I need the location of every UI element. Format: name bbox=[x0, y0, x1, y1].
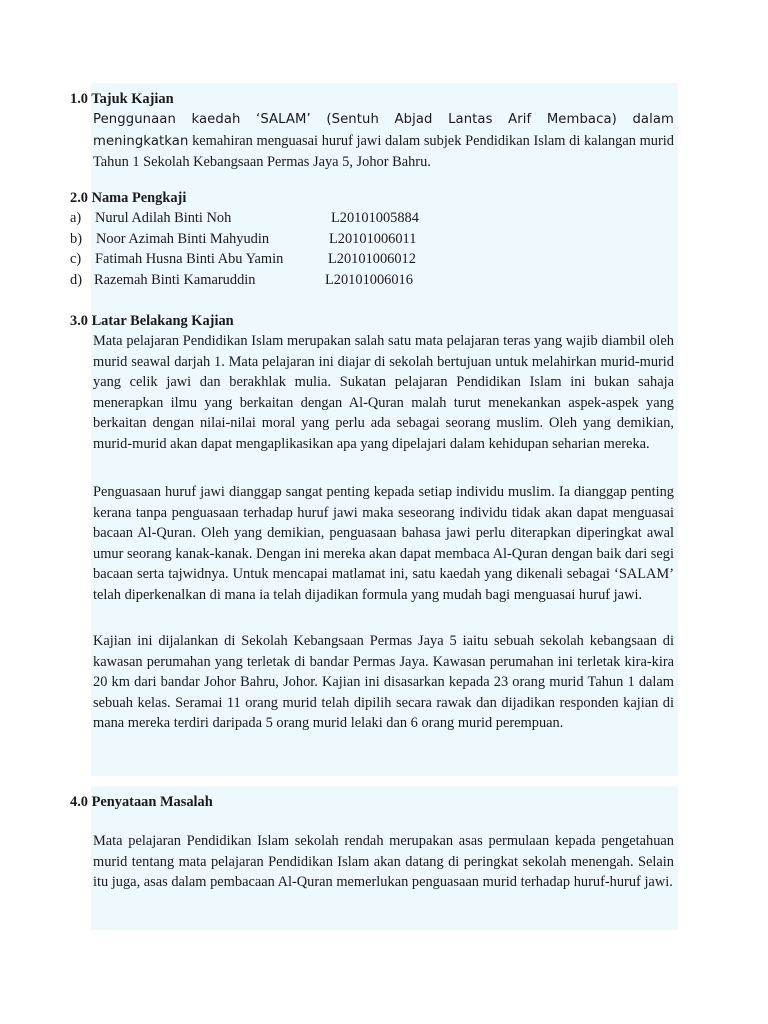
section-1-body-rest: kemahiran menguasai huruf jawi dalam subjek Pendidikan Islam di kalangan murid Tahun 1 Sekolah Kebangsaan Permas Jaya 5, Johor Bahru. bbox=[93, 132, 674, 171]
researcher-item bbox=[70, 208, 500, 229]
researcher-item bbox=[70, 229, 500, 250]
researcher-item bbox=[70, 249, 500, 270]
researcher-name: Razemah Binti Kamaruddin bbox=[94, 271, 256, 288]
section-3-paragraph-2: Penguasaan huruf jawi dianggap sangat penting kepada setiap individu muslim. Ia dianggap penting kerana tanpa penguasaan terhadap huruf jawi maka seseorang individu tidak akan dapat menguasai bacaan Al-Quran. Oleh yang demikian, penguasaan bahasa jawi perlu diterapkan diperingkat awal umur seorang kanak-kanak. Dengan ini mereka akan dapat membaca Al-Quran dengan baik dari segi bacaan serta tajwidnya. Untuk mencapai matlamat ini, satu kaedah yang dikenali sebagai ‘SALAM’ telah diperkenalkan di mana ia telah dijadikan formula yang mudah bagi menguasai huruf jawi. bbox=[93, 484, 674, 603]
researcher-id: L20101006012 bbox=[328, 251, 416, 268]
section-1-heading: 1.0 Tajuk Kajian bbox=[70, 91, 174, 107]
section-2-heading: 2.0 Nama Pengkaji bbox=[70, 190, 187, 206]
researcher-name: Noor Azimah Binti Mahyudin bbox=[96, 230, 270, 247]
section-3-paragraph-1: Mata pelajaran Pendidikan Islam merupakan salah satu mata pelajaran teras yang wajib diambil oleh murid seawal darjah 1. Mata pelajaran ini diajar di sekolah bertujuan untuk melahirkan murid-murid yang celik jawi dan berakhlak mulia. Sukatan pelajaran Pendidikan Islam ini bukan sahaja menerapkan ilmu yang berkaitan dengan Al-Quran malah turut menekankan aspek-aspek yang berkaitan dengan nilai-nilai moral yang perlu ada sebagai seorang muslim. Oleh yang demikian, murid-murid akan dapat mengaplikasikan apa yang dipelajari dalam kehidupan seharian mereka. bbox=[93, 333, 674, 452]
researcher-label: d) bbox=[70, 271, 82, 288]
researcher-label: b) bbox=[70, 230, 82, 247]
section-3-heading: 3.0 Latar Belakang Kajian bbox=[70, 313, 234, 329]
section-1-body-line1: Penggunaan kaedah ‘SALAM’ (Sentuh Abjad Lantas Arif Membaca) dalam meningkatkan bbox=[93, 112, 674, 149]
researcher-item bbox=[70, 270, 500, 291]
section-3-paragraph-3: Kajian ini dijalankan di Sekolah Kebangsaan Permas Jaya 5 iaitu sebuah sekolah kebangsaan di kawasan perumahan yang terletak di bandar Permas Jaya. Kawasan perumahan ini terletak kira-kira 20 km dari bandar Johor Bahru, Johor. Kajian ini disasarkan kepada 23 orang murid Tahun 1 dalam sebuah kelas. Seramai 11 orang murid telah dipilih secara rawak dan dijadikan responden kajian di mana mereka terdiri daripada 5 orang murid lelaki dan 6 orang murid perempuan. bbox=[93, 633, 674, 732]
researcher-id: L20101005884 bbox=[331, 210, 419, 226]
researcher-label: c) bbox=[70, 251, 82, 268]
section-4-heading: 4.0 Penyataan Masalah bbox=[70, 794, 213, 810]
researcher-name: Fatimah Husna Binti Abu Yamin bbox=[95, 251, 284, 268]
researcher-id: L20101006016 bbox=[325, 271, 413, 288]
researcher-id: L20101006011 bbox=[329, 230, 417, 247]
section-1-body bbox=[93, 109, 674, 173]
researcher-list bbox=[70, 208, 500, 290]
section-4-paragraph-1: Mata pelajaran Pendidikan Islam sekolah rendah merupakan asas permulaan kepada pengetahuan murid tentang mata pelajaran Pendidikan Islam akan datang di peringkat sekolah menengah. Selain itu juga, asas dalam pembacaan Al-Quran memerlukan penguasaan murid terhadap huruf-huruf jawi. bbox=[93, 833, 674, 891]
researcher-label: a) bbox=[70, 210, 82, 226]
researcher-name: Nurul Adilah Binti Noh bbox=[95, 210, 232, 226]
